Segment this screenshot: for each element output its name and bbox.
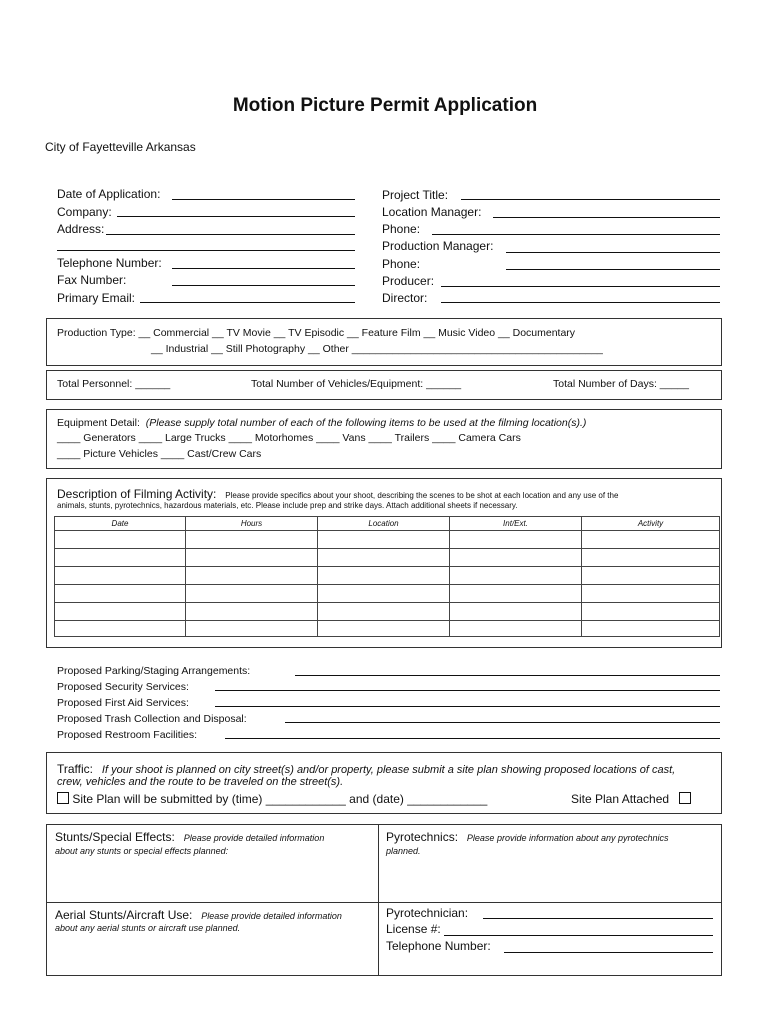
company-field[interactable] xyxy=(117,216,355,217)
address-field[interactable] xyxy=(106,234,355,235)
pyrotechnics-heading xyxy=(386,828,669,846)
fax-number-label: Fax Number: xyxy=(57,273,127,287)
pyrotechnics-note-2: planned. xyxy=(386,846,421,856)
address-label: Address: xyxy=(57,222,105,236)
proposed-restroom-field[interactable] xyxy=(225,738,720,739)
stunts-heading xyxy=(55,828,324,846)
stunts-details-field[interactable] xyxy=(54,862,372,898)
license-field[interactable] xyxy=(444,935,713,936)
table-row[interactable] xyxy=(55,621,720,637)
traffic-label: Traffic: xyxy=(57,762,94,776)
location-manager-label: Location Manager: xyxy=(382,205,482,219)
pyrotechnics-details-field[interactable] xyxy=(384,862,716,898)
production-manager-label: Production Manager: xyxy=(382,239,494,253)
site-plan-attached-text: Site Plan Attached xyxy=(571,792,670,806)
site-plan-attached-row xyxy=(571,792,691,806)
production-type-box xyxy=(46,318,722,366)
table-header-row xyxy=(55,517,720,531)
producer-label: Producer: xyxy=(382,274,435,288)
production-type-line-2[interactable]: __ Industrial __ Still Photography __ Other ___________________________________________ xyxy=(151,343,603,355)
producer-field[interactable] xyxy=(441,286,720,287)
production-manager-field[interactable] xyxy=(506,252,720,253)
total-personnel[interactable]: Total Personnel: ______ xyxy=(57,378,171,390)
aerial-note-1: Please provide detailed information xyxy=(201,911,342,921)
total-vehicles[interactable]: Total Number of Vehicles/Equipment: ______ xyxy=(251,378,462,390)
license-label: License #: xyxy=(386,922,441,936)
aerial-label: Aerial Stunts/Aircraft Use: xyxy=(55,908,193,922)
description-note-1: Please provide specifics about your shoot, describing the scenes to be shot at each location and any use of the xyxy=(225,491,619,500)
proposed-security-field[interactable] xyxy=(215,690,720,691)
equipment-note: (Please supply total number of each of the following items to be used at the filming location(s).) xyxy=(145,417,587,429)
equipment-line-2[interactable]: ____ Picture Vehicles ____ Cast/Crew Cars xyxy=(57,448,262,460)
description-note-2: animals, stunts, pyrotechnics, hazardous materials, etc. Please include prep and strike days. Attach additional sheets if necessary. xyxy=(57,501,518,510)
traffic-note-2: crew, vehicles and the route to be traveled on the street(s). xyxy=(57,776,344,788)
activity-table xyxy=(54,516,720,637)
stunts-note-1: Please provide detailed information xyxy=(183,833,325,843)
aerial-note-2: about any aerial stunts or aircraft use planned. xyxy=(55,923,241,933)
site-plan-attached-checkbox[interactable] xyxy=(679,792,691,804)
table-row[interactable] xyxy=(55,531,720,549)
stunts-label: Stunts/Special Effects: xyxy=(55,830,175,844)
proposed-first-aid-label: Proposed First Aid Services: xyxy=(57,697,189,709)
traffic-note-1: If your shoot is planned on city street(s) and/or property, please submit a site plan showing proposed locations of cast, xyxy=(101,764,676,776)
primary-email-label: Primary Email: xyxy=(57,291,136,305)
director-label: Director: xyxy=(382,291,428,305)
table-row[interactable] xyxy=(55,549,720,567)
date-of-application-label: Date of Application: xyxy=(57,187,161,201)
description-label: Description of Filming Activity: xyxy=(57,487,217,501)
pyrotechnics-label: Pyrotechnics: xyxy=(386,830,459,844)
pyrotechnician-field[interactable] xyxy=(483,918,713,919)
site-plan-submitted-checkbox[interactable] xyxy=(57,792,69,804)
phone-field[interactable] xyxy=(432,234,720,235)
project-title-field[interactable] xyxy=(461,199,720,200)
production-type-line-1[interactable]: Production Type: __ Commercial __ TV Movie __ TV Episodic __ Feature Film __ Music Video __ Documentary xyxy=(57,327,576,339)
pyrotechnician-label: Pyrotechnician: xyxy=(386,906,469,920)
proposed-security-label: Proposed Security Services: xyxy=(57,681,189,693)
proposed-first-aid-field[interactable] xyxy=(215,706,720,707)
table-row[interactable] xyxy=(55,567,720,585)
proposed-parking-field[interactable] xyxy=(295,675,720,676)
pyro-telephone-label: Telephone Number: xyxy=(386,939,491,953)
column-header-date: Date xyxy=(55,517,186,531)
phone-label: Phone: xyxy=(382,222,421,236)
equipment-detail xyxy=(57,417,586,429)
proposed-restroom-label: Proposed Restroom Facilities: xyxy=(57,729,198,741)
phone-2-field[interactable] xyxy=(506,269,720,270)
page-title: Motion Picture Permit Application xyxy=(232,95,538,116)
phone-2-label: Phone: xyxy=(382,257,421,271)
pyro-telephone-field[interactable] xyxy=(504,952,713,953)
proposed-trash-field[interactable] xyxy=(285,722,720,723)
column-header-int-ext: Int/Ext. xyxy=(450,517,582,531)
telephone-number-field[interactable] xyxy=(172,268,355,269)
primary-email-field[interactable] xyxy=(140,302,355,303)
date-of-application-field[interactable] xyxy=(172,199,355,200)
telephone-number-label: Telephone Number: xyxy=(57,256,162,270)
column-header-hours: Hours xyxy=(186,517,318,531)
location-manager-field[interactable] xyxy=(493,217,720,218)
column-header-activity: Activity xyxy=(582,517,720,531)
column-header-location: Location xyxy=(318,517,450,531)
total-days[interactable]: Total Number of Days: _____ xyxy=(553,378,689,390)
fax-number-field[interactable] xyxy=(172,285,355,286)
equipment-label: Equipment Detail: xyxy=(57,417,140,429)
horizontal-divider xyxy=(46,902,722,903)
site-plan-submitted-row xyxy=(57,792,487,806)
pyrotechnics-note-1: Please provide information about any pyrotechnics xyxy=(466,833,669,843)
site-plan-submitted-text[interactable]: Site Plan will be submitted by (time) ____________ and (date) ____________ xyxy=(72,792,488,806)
aerial-details-field[interactable] xyxy=(54,938,372,972)
director-field[interactable] xyxy=(441,302,720,303)
project-title-label: Project Title: xyxy=(382,188,449,202)
city-name: City of Fayetteville Arkansas xyxy=(45,140,196,154)
proposed-trash-label: Proposed Trash Collection and Disposal: xyxy=(57,713,247,725)
vertical-divider xyxy=(378,824,379,976)
proposed-parking-label: Proposed Parking/Staging Arrangements: xyxy=(57,665,251,677)
table-row[interactable] xyxy=(55,585,720,603)
aerial-heading xyxy=(55,906,342,924)
address-field-line-2[interactable] xyxy=(57,250,355,251)
table-row[interactable] xyxy=(55,603,720,621)
stunts-note-2: about any stunts or special effects planned: xyxy=(55,846,229,856)
equipment-line-1[interactable]: ____ Generators ____ Large Trucks ____ Motorhomes ____ Vans ____ Trailers ____ Camera Cars xyxy=(57,432,521,444)
company-label: Company: xyxy=(57,205,112,219)
